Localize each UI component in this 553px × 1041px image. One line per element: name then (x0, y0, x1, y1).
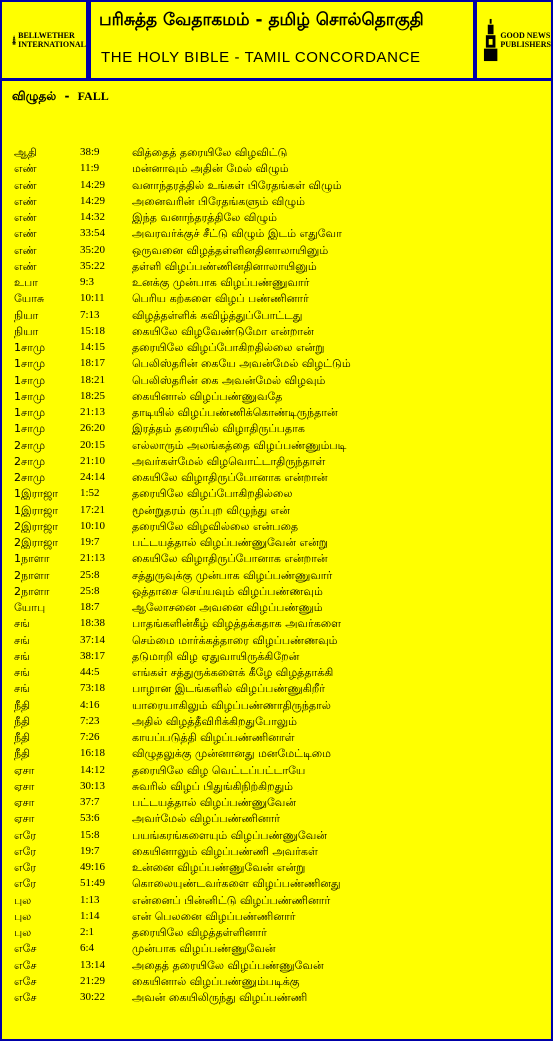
entry-row (14, 275, 544, 291)
entry-row (14, 828, 544, 844)
entry-reference: 9:3 (80, 276, 95, 288)
entry-row (14, 226, 544, 242)
entry-text: தடுமாறி விழ ஏதுவாயிருக்கிறேன் (132, 649, 300, 663)
entry-reference: 30:13 (80, 779, 106, 792)
entry-text: பெலிஸ்தரின் கை அவன்மேல் விழவும் (132, 373, 326, 387)
entry-book: 2இராஜா (14, 536, 59, 549)
entry-row (14, 698, 544, 714)
entry-book: 2சாமு (14, 454, 46, 468)
entry-book: 2சாமு (14, 471, 46, 484)
entry-text: அவர்மேல் விழப்பண்ணினார் (132, 812, 281, 826)
entry-reference: 18:25 (80, 389, 106, 402)
entry-reference: 21:13 (80, 552, 106, 565)
entry-book: நீதி (14, 714, 31, 728)
good-news-logo (477, 2, 551, 78)
entry-text: தாடியில் விழப்பண்ணிக்கொண்டிருந்தான் (132, 406, 338, 419)
entry-text: கையினால் விழப்பண்ணுவதே (132, 389, 283, 403)
entry-reference: 21:29 (80, 974, 106, 987)
entry-book: நீதி (14, 698, 31, 712)
entry-row (14, 259, 544, 275)
entry-book: 1சாமு (14, 373, 46, 387)
entry-text: அவன் கையிலிருந்து விழப்பண்ணி (132, 991, 308, 1004)
title-tamil: பரிசுத்த வேதாகமம் - தமிழ் சொல்தொகுதி (99, 10, 424, 30)
entry-book: 1இராஜா (14, 487, 59, 501)
entry-row (14, 876, 544, 892)
entry-reference: 18:17 (80, 357, 106, 370)
entry-text: வித்தைத் தரையிலே விழவிட்டு (132, 146, 288, 159)
entry-book: 2நாளா (14, 568, 50, 582)
section-title-english: FALL (77, 89, 109, 103)
entry-reference: 16:18 (80, 747, 106, 760)
entry-text: ஒத்தாசை செய்யவும் விழப்பண்ணவும் (132, 584, 323, 598)
entry-row (14, 584, 544, 600)
entry-book: புல (14, 909, 32, 923)
entry-reference: 30:22 (80, 991, 106, 1003)
entry-row (14, 746, 544, 762)
entry-row (14, 340, 544, 356)
entry-book: சங் (14, 649, 30, 663)
entry-book: எசே (14, 991, 37, 1004)
entry-row (14, 633, 544, 649)
logo-right-line1: GOOD NEWS (500, 31, 551, 40)
entry-reference: 10:11 (80, 292, 105, 305)
entry-row (14, 714, 544, 730)
entry-row (14, 470, 544, 486)
entry-row (14, 616, 544, 632)
entry-text: எல்லாரும் அலங்கத்தை விழப்பண்ணும்படி (132, 438, 347, 452)
entry-row (14, 486, 544, 502)
entry-book: எசே (14, 958, 37, 972)
logo-left-line1: BELLWETHER (18, 31, 75, 40)
entry-book: எரே (14, 828, 37, 842)
entry-text: கையிலே விழவேண்டுமோ என்றான் (132, 324, 314, 338)
entry-text: ஆலோசனை அவனை விழப்பண்ணும் (132, 601, 323, 614)
entry-text: மூன்றுதரம் குப்புற விழுந்து என் (132, 503, 290, 517)
entry-text: காயப்படுத்தி விழப்பண்ணினாள் (132, 731, 295, 744)
entry-reference: 18:38 (80, 617, 106, 630)
entry-reference: 14:12 (80, 763, 106, 776)
entry-text: பாழான இடங்களில் விழப்பண்ணுகிறீர் (132, 682, 325, 696)
entry-row (14, 308, 544, 324)
entry-row (14, 974, 544, 990)
entry-text: கையிலே விழாதிருப்போனாக என்றான் (132, 471, 328, 484)
entry-row (14, 568, 544, 584)
entry-row (14, 389, 544, 405)
entry-row (14, 990, 544, 1006)
entry-reference: 38:17 (80, 649, 106, 662)
entry-row (14, 665, 544, 681)
entry-book: எரே (14, 844, 37, 858)
entry-book: 2இராஜா (14, 519, 59, 533)
entry-reference: 44:5 (80, 666, 100, 678)
tower-icon (483, 18, 498, 62)
entry-text: செம்மை மார்க்கத்தாரை விழப்பண்ணவும் (132, 633, 338, 647)
entry-book: எண் (14, 162, 37, 176)
entry-row (14, 909, 544, 925)
entry-book: 1சாமு (14, 341, 46, 354)
entry-reference: 25:8 (80, 568, 100, 581)
entry-book: 2நாளா (14, 584, 50, 598)
entry-row (14, 681, 544, 697)
entry-book: எண் (14, 243, 37, 257)
entry-row (14, 763, 544, 779)
entry-text: என் பெலனை விழப்பண்ணினார் (132, 909, 296, 923)
concordance-panel (2, 81, 551, 1039)
entry-text: கையிலே விழாதிருப்போனாக என்றான் (132, 552, 328, 566)
entry-book: எண் (14, 211, 37, 224)
entry-text: உன்னை விழப்பண்ணுவேன் என்று (132, 861, 306, 874)
entry-row (14, 730, 544, 746)
entry-reference: 15:8 (80, 828, 100, 841)
entry-row (14, 324, 544, 340)
entry-row (14, 925, 544, 941)
entry-reference: 14:15 (80, 341, 106, 353)
entry-text: தரையிலே விழ வெட்டப்பட்டாயே (132, 763, 306, 777)
entry-text: மன்னாவும் அதின் மேல் விழும் (132, 162, 289, 176)
entry-reference: 10:10 (80, 519, 106, 532)
entry-row (14, 860, 544, 876)
entry-reference: 24:14 (80, 471, 106, 483)
entry-row (14, 958, 544, 974)
entry-book: ஆதி (14, 146, 37, 159)
entry-row (14, 941, 544, 957)
entry-text: கையினால் விழப்பண்ணும்படிக்கு (132, 974, 300, 988)
entry-book: சங் (14, 666, 30, 679)
entry-text: தரையிலே விழத்தள்ளினார் (132, 926, 267, 939)
entry-text: என்னைப் பின்னிட்டு விழப்பண்ணினார் (132, 893, 331, 907)
entry-book: ஏசா (14, 812, 35, 826)
entry-row (14, 210, 544, 226)
entry-row (14, 649, 544, 665)
entry-reference: 19:7 (80, 844, 100, 857)
entry-row (14, 519, 544, 535)
entry-row (14, 551, 544, 567)
entry-text: முன்பாக விழப்பண்ணுவேன் (132, 942, 276, 956)
entry-row (14, 145, 544, 161)
bellwether-logo (2, 2, 86, 78)
entry-text: இரத்தம் தரையில் விழாதிருப்பதாக (132, 422, 305, 436)
entry-book: சங் (14, 682, 30, 696)
entry-text: பெரிய கற்களை விழப் பண்ணினார் (132, 292, 309, 306)
entry-row (14, 356, 544, 372)
entry-row (14, 438, 544, 454)
entry-reference: 49:16 (80, 861, 106, 873)
section-title-tamil: விழுதல் (12, 89, 57, 103)
entry-list (14, 145, 544, 1006)
entry-text: பயங்கரங்களையும் விழப்பண்ணுவேன் (132, 828, 327, 842)
title-banner (91, 2, 473, 78)
entry-text: எங்கள் சத்துருக்களைக் கீழே விழத்தாக்கி (132, 666, 334, 679)
entry-reference: 26:20 (80, 422, 106, 435)
section-separator: - (64, 89, 70, 103)
entry-row (14, 779, 544, 795)
entry-text: பட்டயத்தால் விழப்பண்ணுவேன் என்று (132, 536, 328, 549)
entry-book: நீதி (14, 747, 31, 761)
entry-row (14, 844, 544, 860)
entry-row (14, 243, 544, 259)
entry-text: விழத்தள்ளிக் கவிழ்த்துப்போட்டது (132, 308, 303, 322)
entry-reference: 38:9 (80, 146, 100, 158)
entry-book: யோபு (14, 601, 46, 614)
entry-reference: 25:8 (80, 584, 100, 597)
entry-book: 1சாமு (14, 389, 46, 403)
entry-book: 1சாமு (14, 422, 46, 436)
entry-book: எண் (14, 194, 37, 208)
entry-reference: 73:18 (80, 682, 106, 695)
entry-book: எரே (14, 877, 37, 891)
entry-row (14, 291, 544, 307)
entry-book: ஏசா (14, 779, 35, 793)
entry-reference: 18:21 (80, 373, 106, 386)
entry-row (14, 893, 544, 909)
entry-text: உனக்கு முன்பாக விழப்பண்ணுவார் (132, 276, 310, 289)
entry-book: யோசு (14, 292, 45, 306)
entry-reference: 14:32 (80, 211, 106, 223)
entry-text: சத்துருவுக்கு முன்பாக விழப்பண்ணுவார் (132, 568, 333, 582)
entry-reference: 7:23 (80, 714, 100, 727)
entry-row (14, 373, 544, 389)
entry-reference: 2:1 (80, 926, 95, 938)
entry-row (14, 454, 544, 470)
entry-book: புல (14, 926, 32, 939)
entry-book: 2சாமு (14, 438, 46, 452)
entry-reference: 35:20 (80, 243, 106, 256)
logo-right-line2: PUBLISHERS (500, 40, 551, 49)
entry-text: தரையிலே விழப்போகிறதில்லை என்று (132, 341, 325, 354)
entry-book: எண் (14, 259, 37, 273)
entry-reference: 20:15 (80, 438, 106, 451)
entry-row (14, 535, 544, 551)
entry-book: 1நாளா (14, 552, 50, 566)
entry-text: அதில் விழத்தீவிரிக்கிறதுபோலும் (132, 714, 297, 728)
entry-row (14, 503, 544, 519)
entry-book: நியா (14, 308, 39, 322)
entry-reference: 37:7 (80, 796, 100, 808)
entry-book: நீதி (14, 731, 31, 744)
entry-text: பாதங்களின்கீழ் விழத்தக்கதாக அவர்களை (132, 617, 342, 631)
entry-reference: 21:13 (80, 406, 106, 418)
entry-row (14, 421, 544, 437)
entry-book: நியா (14, 324, 39, 338)
entry-text: சுவரில் விழப் பிதுங்கிநிற்கிறதும் (132, 779, 294, 793)
entry-book: 1இராஜா (14, 503, 59, 517)
entry-reference: 11:9 (80, 162, 100, 175)
entry-row (14, 811, 544, 827)
entry-book: ஏசா (14, 796, 35, 809)
entry-reference: 1:14 (80, 909, 100, 922)
entry-book: எசே (14, 942, 37, 956)
entry-text: கொலையுண்டவர்களை விழப்பண்ணினது (132, 877, 341, 891)
entry-reference: 14:29 (80, 178, 106, 191)
entry-text: தரையிலே விழப்போகிறதில்லை (132, 487, 293, 501)
entry-text: தள்ளி விழப்பண்ணினதினாலாயினும் (132, 259, 317, 273)
entry-book: எண் (14, 178, 37, 192)
entry-book: எண் (14, 227, 37, 241)
entry-reference: 4:16 (80, 698, 100, 711)
entry-reference: 37:14 (80, 633, 106, 646)
entry-text: விழுதலுக்கு முன்னானது மனமேட்டிமை (132, 747, 331, 761)
entry-reference: 14:29 (80, 194, 106, 207)
title-english: THE HOLY BIBLE - TAMIL CONCORDANCE (101, 49, 421, 66)
entry-text: அவரவர்க்குச் சீட்டு விழும் இடம் எதுவோ (132, 227, 342, 241)
entry-reference: 33:54 (80, 227, 106, 240)
entry-reference: 1:13 (80, 893, 100, 906)
entry-row (14, 600, 544, 616)
entry-text: இந்த வனாந்தரத்திலே விழும் (132, 211, 277, 224)
entry-row (14, 405, 544, 421)
entry-book: உபா (14, 276, 38, 289)
entry-text: ஒருவனை விழத்தள்ளினதினாலாயினும் (132, 243, 329, 257)
bell-tower-icon (12, 20, 16, 60)
entry-reference: 35:22 (80, 259, 106, 272)
entry-reference: 1:52 (80, 487, 100, 500)
entry-book: எரே (14, 861, 37, 874)
entry-reference: 53:6 (80, 812, 100, 825)
entry-text: கையினாலும் விழப்பண்ணி அவர்கள் (132, 844, 318, 858)
logo-left-line2: INTERNATIONAL (18, 40, 86, 49)
section-title (12, 89, 109, 105)
entry-reference: 51:49 (80, 877, 106, 890)
entry-text: வனாந்தரத்தில் உங்கள் பிரேதங்கள் விழும் (132, 178, 342, 192)
entry-row (14, 194, 544, 210)
entry-row (14, 178, 544, 194)
entry-book: 1சாமு (14, 357, 46, 371)
entry-reference: 6:4 (80, 942, 95, 955)
entry-reference: 21:10 (80, 454, 106, 467)
entry-book: ஏசா (14, 763, 35, 777)
entry-reference: 15:18 (80, 324, 106, 337)
entry-text: தரையிலே விழவில்லை என்பதை (132, 519, 299, 533)
entry-reference: 19:7 (80, 536, 100, 548)
entry-text: பட்டயத்தால் விழப்பண்ணுவேன் (132, 796, 297, 809)
entry-text: அனைவரின் பிரேதங்களும் விழும் (132, 194, 305, 208)
entry-text: அதைத் தரையிலே விழப்பண்ணுவேன் (132, 958, 324, 972)
entry-book: புல (14, 893, 32, 907)
entry-text: அவர்கள்மேல் விழவொட்டாதிருந்தாள் (132, 454, 326, 468)
entry-row (14, 795, 544, 811)
entry-book: 1சாமு (14, 406, 46, 419)
entry-text: யாரையாகிலும் விழப்பண்ணாதிருந்தால் (132, 698, 331, 712)
entry-reference: 7:26 (80, 731, 100, 743)
entry-reference: 17:21 (80, 503, 106, 516)
entry-reference: 18:7 (80, 601, 100, 613)
entry-text: பெலிஸ்தரின் கையே அவன்மேல் விழட்டும் (132, 357, 351, 371)
entry-book: சங் (14, 633, 30, 647)
entry-book: சங் (14, 617, 30, 631)
entry-reference: 7:13 (80, 308, 100, 321)
section-header (2, 81, 146, 118)
entry-reference: 13:14 (80, 958, 106, 971)
entry-book: எசே (14, 974, 37, 988)
entry-row (14, 161, 544, 177)
